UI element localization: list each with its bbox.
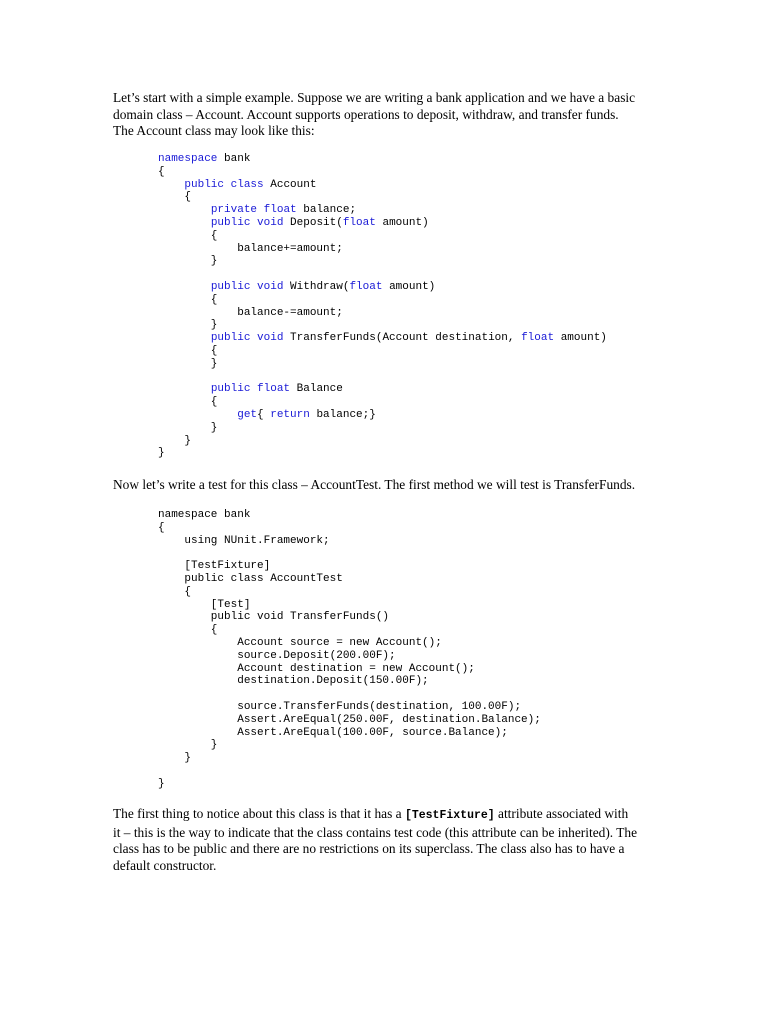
code-text: amount) — [554, 332, 607, 345]
code-text: { — [158, 396, 218, 409]
code-line — [158, 179, 607, 192]
code-text: } — [158, 421, 218, 434]
code-text: { — [158, 229, 218, 242]
code-text: public void TransferFunds() — [158, 611, 390, 624]
code-text: } — [158, 777, 165, 790]
code-keyword: float — [257, 383, 291, 396]
code-text: balance-=amount; — [158, 306, 343, 319]
closing-line-1-after: attribute associated with — [494, 806, 629, 821]
closing-line-4: default constructor. — [113, 857, 217, 873]
code-line — [158, 409, 607, 422]
code-line — [158, 624, 541, 637]
closing-paragraph — [113, 806, 661, 874]
code-text: [TestFixture] — [158, 560, 271, 573]
code-keyword: float — [521, 332, 555, 345]
code-keyword: void — [257, 216, 284, 229]
code-line — [158, 371, 607, 384]
code-line — [158, 752, 541, 765]
code-line — [158, 268, 607, 281]
code-text: Balance — [290, 383, 343, 396]
intro-paragraph — [113, 90, 661, 140]
code-line — [158, 435, 607, 448]
code-text: } — [158, 752, 192, 765]
code-text: balance; — [296, 204, 357, 217]
code-line — [158, 547, 541, 560]
code-line — [158, 153, 607, 166]
code-text: balance;} — [309, 408, 376, 421]
code-text: } — [158, 434, 192, 447]
code-text: destination.Deposit(150.00F); — [158, 675, 429, 688]
code-line — [158, 714, 541, 727]
code-line — [158, 396, 607, 409]
code-text: } — [158, 447, 165, 460]
account-test-code-block — [158, 509, 541, 791]
code-keyword: public — [210, 216, 251, 229]
code-line — [158, 243, 607, 256]
code-text — [158, 204, 211, 216]
code-text: Deposit( — [283, 216, 343, 229]
code-line — [158, 294, 607, 307]
code-text: { — [158, 585, 192, 598]
code-line — [158, 345, 607, 358]
code-text: { — [158, 191, 192, 204]
code-keyword: float — [349, 280, 383, 293]
code-text: amount) — [382, 280, 436, 293]
intro-line-2: domain class – Account. Account supports operations to deposit, withdraw, and transfer funds. — [113, 106, 619, 122]
code-text: Account destination = new Account(); — [158, 662, 475, 675]
code-line — [158, 701, 541, 714]
code-line — [158, 535, 541, 548]
code-text: Account source = new Account(); — [158, 636, 442, 649]
account-class-code-block — [158, 153, 607, 460]
code-line — [158, 358, 607, 371]
code-keyword: void — [257, 332, 284, 345]
code-text: bank — [217, 153, 251, 165]
code-line — [158, 560, 541, 573]
closing-line-1 — [113, 806, 661, 825]
code-text: TransferFunds(Account destination, — [283, 332, 522, 345]
code-text: [Test] — [158, 598, 251, 611]
code-keyword: public — [210, 280, 251, 293]
middle-paragraph — [113, 477, 661, 494]
code-keyword: float — [342, 216, 376, 229]
code-line — [158, 573, 541, 586]
code-line — [158, 650, 541, 663]
code-line — [158, 307, 607, 320]
code-line — [158, 204, 607, 217]
code-text: balance+=amount; — [158, 242, 343, 255]
code-text: { — [257, 408, 271, 421]
code-line — [158, 765, 541, 778]
code-line — [158, 383, 607, 396]
code-text: source.Deposit(200.00F); — [158, 649, 396, 662]
code-text: public class AccountTest — [158, 572, 343, 585]
code-text: { — [158, 165, 165, 178]
code-line — [158, 191, 607, 204]
code-keyword: namespace — [158, 153, 218, 165]
code-line — [158, 281, 607, 294]
code-text: source.TransferFunds(destination, 100.00F); — [158, 700, 522, 713]
code-line — [158, 675, 541, 688]
code-text: namespace bank — [158, 509, 251, 521]
code-line — [158, 447, 607, 460]
code-text: { — [158, 293, 218, 306]
code-line — [158, 727, 541, 740]
code-line — [158, 637, 541, 650]
code-line — [158, 688, 541, 701]
code-text — [224, 179, 231, 191]
code-text: } — [158, 739, 218, 752]
intro-line-3: The Account class may look like this: — [113, 123, 315, 138]
code-text — [158, 217, 211, 229]
code-text — [158, 281, 211, 293]
code-text — [158, 409, 237, 421]
code-line — [158, 599, 541, 612]
code-line — [158, 663, 541, 676]
code-keyword: void — [257, 280, 284, 293]
code-text: } — [158, 357, 218, 370]
code-line — [158, 332, 607, 345]
code-text: Withdraw( — [283, 280, 350, 293]
closing-line-3: class has to be public and there are no restrictions on its superclass. The class also has to have a — [113, 841, 625, 856]
code-keyword: public — [184, 178, 225, 191]
code-line — [158, 522, 541, 535]
code-text: { — [158, 521, 165, 534]
code-keyword: class — [230, 178, 264, 191]
closing-line-1-before: The first thing to notice about this class is that it has a — [113, 806, 405, 821]
code-text: Account — [263, 178, 317, 191]
code-keyword: get — [237, 408, 258, 421]
code-line — [158, 509, 541, 522]
code-line — [158, 166, 607, 179]
code-text — [257, 204, 264, 216]
code-text: { — [158, 624, 218, 637]
code-keyword: public — [210, 332, 251, 345]
code-line — [158, 586, 541, 599]
code-keyword: private — [210, 204, 258, 217]
code-keyword: public — [210, 383, 251, 396]
code-text: using NUnit.Framework; — [158, 534, 330, 547]
code-text — [158, 332, 211, 344]
code-line — [158, 778, 541, 791]
code-line — [158, 255, 607, 268]
code-line — [158, 422, 607, 435]
code-keyword: float — [263, 204, 297, 217]
code-text: amount) — [375, 216, 429, 229]
code-keyword: return — [270, 408, 310, 421]
code-line — [158, 230, 607, 243]
code-text — [158, 179, 184, 191]
code-text: Assert.AreEqual(250.00F, destination.Balance); — [158, 713, 541, 726]
code-line — [158, 739, 541, 752]
code-line — [158, 319, 607, 332]
code-text: } — [158, 319, 218, 332]
closing-line-2: it – this is the way to indicate that the class contains test code (this attribute can be inherited). The — [113, 824, 638, 840]
testfixture-inline-code: [TestFixture] — [404, 809, 495, 822]
middle-line: Now let’s write a test for this class – AccountTest. The first method we will test is TransferFunds. — [113, 477, 636, 492]
code-line — [158, 217, 607, 230]
code-text: } — [158, 255, 218, 268]
code-text — [158, 383, 211, 395]
intro-line-1: Let’s start with a simple example. Suppose we are writing a bank application and we have a basic — [113, 90, 636, 105]
code-text: { — [158, 344, 218, 357]
code-line — [158, 611, 541, 624]
code-text: Assert.AreEqual(100.00F, source.Balance); — [158, 726, 508, 739]
